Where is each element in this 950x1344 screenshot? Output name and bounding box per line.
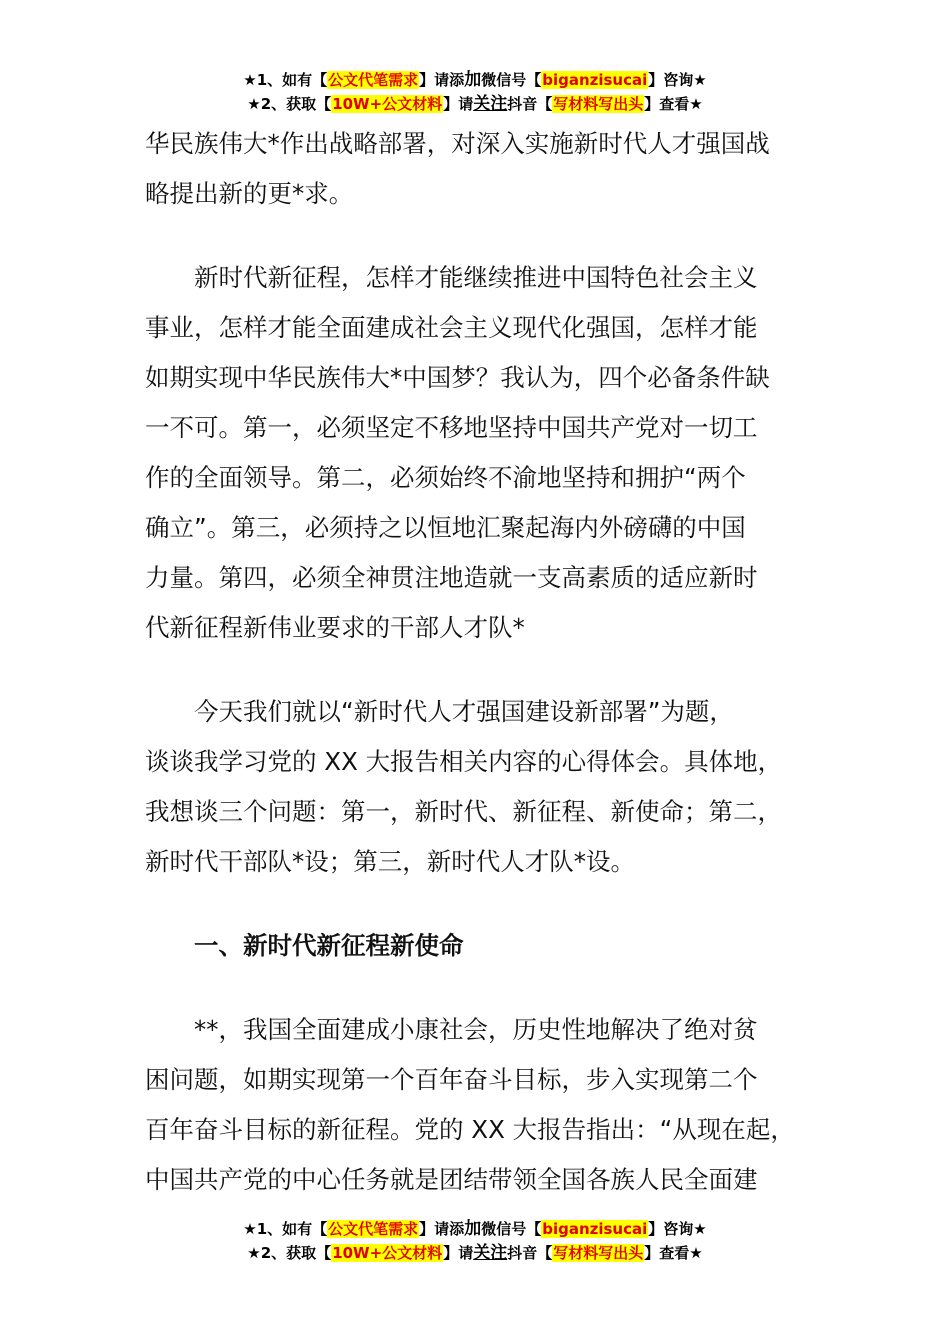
banner-text: 微信号【 [481,71,542,89]
banner-line-2 [0,92,950,116]
highlight-service: 公文代笔需求 [328,71,419,89]
paragraph-4 [145,1005,825,1205]
top-banner [0,68,950,116]
text-line: 一不可。第一，必须坚定不移地坚持中国共产党对一切工 [145,413,758,442]
banner-text: 】咨询★ [648,1220,707,1238]
highlight-wechat-id: biganzisucai [542,1220,648,1238]
text-line: 华民族伟大*作出战略部署，对深入实施新时代人才强国战 [145,129,770,158]
section-heading: 一、新时代新征程新使命 [194,931,464,960]
text-line: 事业，怎样才能全面建成社会主义现代化强国，怎样才能 [145,313,758,342]
text-line: 作的全面领导。第二，必须始终不渝地坚持和拥护“两个 [145,463,746,492]
banner-text: ★2、获取【 [247,95,332,113]
banner-line-1 [0,1217,950,1241]
paragraph-1 [145,119,825,219]
banner-emphasis: 加 [464,70,482,90]
banner-text: 】咨询★ [648,71,707,89]
banner-emphasis: 关注 [473,94,508,114]
paragraph-3 [145,687,825,887]
banner-emphasis: 关注 [473,1243,508,1263]
banner-text: 】查看★ [644,95,703,113]
highlight-service: 公文代笔需求 [328,1220,419,1238]
banner-text: 】请 [443,1244,474,1262]
text-line: **，我国全面建成小康社会，历史性地解决了绝对贫 [194,1015,758,1044]
text-line: 谈谈我学习党的 XX 大报告相关内容的心得体会。具体地， [145,747,783,776]
text-line: 如期实现中华民族伟大*中国梦？我认为，四个必备条件缺 [145,363,770,392]
banner-text: ★1、如有【 [243,71,328,89]
highlight-douyin-account: 写材料写出头 [553,95,644,113]
banner-text: 】请 [443,95,474,113]
text-line: 新时代干部队*设；第三，新时代人才队*设。 [145,847,635,876]
banner-line-1 [0,68,950,92]
text-line: 略提出新的更*求。 [145,179,354,208]
text-line: 确立”。第三，必须持之以恒地汇聚起海内外磅礴的中国 [145,513,746,542]
highlight-douyin-account: 写材料写出头 [553,1244,644,1262]
banner-text: 抖音【 [507,1244,553,1262]
banner-line-2 [0,1241,950,1265]
highlight-wechat-id: biganzisucai [542,71,648,89]
text-line: 百年奋斗目标的新征程。党的 XX 大报告指出：“从现在起， [145,1115,795,1144]
bottom-banner [0,1217,950,1265]
text-line: 代新征程新伟业要求的干部人才队* [145,613,525,642]
banner-text: ★1、如有【 [243,1220,328,1238]
banner-text: 】请添 [419,71,465,89]
text-line: 我想谈三个问题：第一，新时代、新征程、新使命；第二， [145,797,782,826]
document-body [145,119,825,1205]
text-line: 新时代新征程，怎样才能继续推进中国特色社会主义 [194,263,758,292]
banner-text: 】查看★ [644,1244,703,1262]
paragraph-2 [145,253,825,653]
banner-text: 】请添 [419,1220,465,1238]
highlight-materials: 10W+公文材料 [332,1244,443,1262]
banner-text: ★2、获取【 [247,1244,332,1262]
highlight-materials: 10W+公文材料 [332,95,443,113]
text-line: 力量。第四，必须全神贯注地造就一支高素质的适应新时 [145,563,758,592]
text-line: 困问题，如期实现第一个百年奋斗目标，步入实现第二个 [145,1065,758,1094]
banner-emphasis: 加 [464,1219,482,1239]
banner-text: 抖音【 [507,95,553,113]
text-line: 中国共产党的中心任务就是团结带领全国各族人民全面建 [145,1165,758,1194]
text-line: 今天我们就以“新时代人才强国建设新部署”为题， [194,697,734,726]
banner-text: 微信号【 [481,1220,542,1238]
